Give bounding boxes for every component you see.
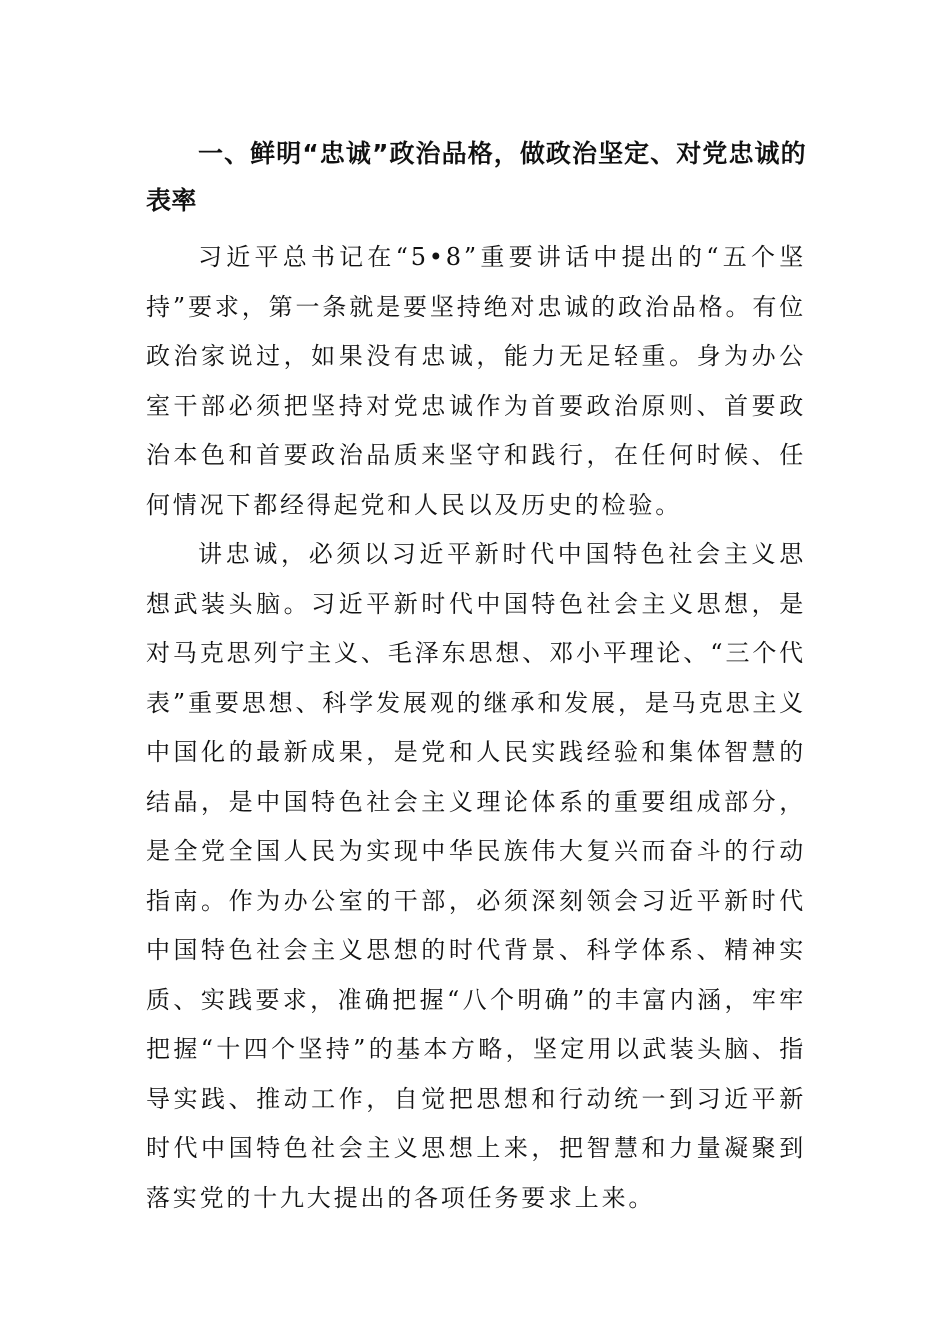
section-heading: 一、鲜明“忠诚”政治品格，做政治坚定、对党忠诚的表率 xyxy=(146,139,806,215)
paragraph-1: 习近平总书记在“5•8”重要讲话中提出的“五个坚持”要求，第一条就是要坚持绝对忠诚的政治品格。有位政治家说过，如果没有忠诚，能力无足轻重。身为办公室干部必须把坚持对党忠诚作为首要政治原则、首要政治本色和首要政治品质来坚守和践行，在任何时候、任何情况下都经得起党和人民以及历史的检验。 xyxy=(146,243,806,519)
paragraph-2: 讲忠诚，必须以习近平新时代中国特色社会主义思想武装头脑。习近平新时代中国特色社会主义思想，是对马克思列宁主义、毛泽东思想、邓小平理论、“三个代表”重要思想、科学发展观的继承和发展，是马克思主义中国化的最新成果，是党和人民实践经验和集体智慧的结晶，是中国特色社会主义理论体系的重要组成部分，是全党全国人民为实现中华民族伟大复兴而奋斗的行动指南。作为办公室的干部，必须深刻领会习近平新时代中国特色社会主义思想的时代背景、科学体系、精神实质、实践要求，准确把握“八个明确”的丰富内涵，牢牢把握“十四个坚持”的基本方略，坚定用以武装头脑、指导实践、推动工作，自觉把思想和行动统一到习近平新时代中国特色社会主义思想上来，把智慧和力量凝聚到落实党的十九大提出的各项任务要求上来。 xyxy=(146,540,806,1212)
document-body xyxy=(146,130,806,1223)
